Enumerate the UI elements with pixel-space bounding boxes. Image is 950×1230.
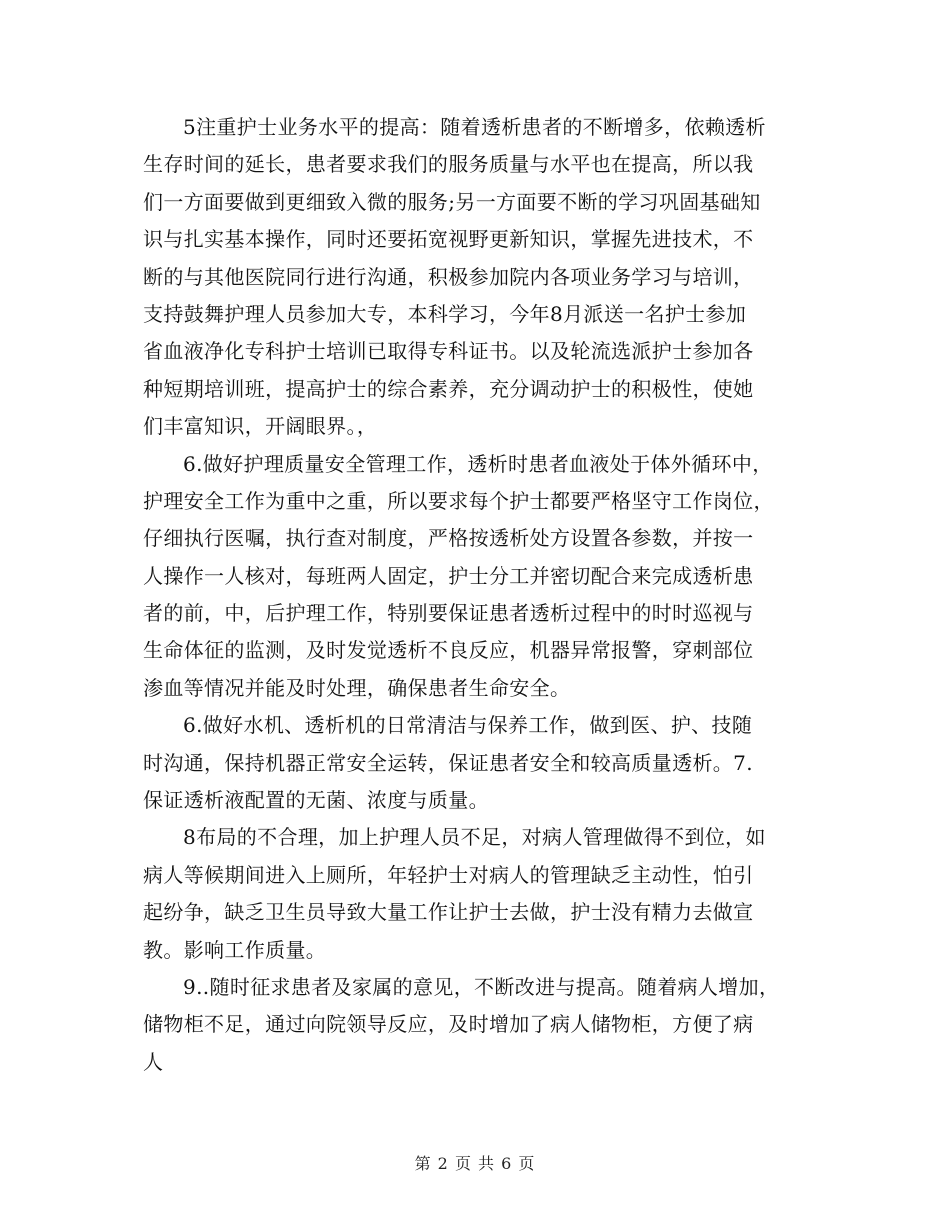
text-line: 时沟通，保持机器正常安全运转，保证患者安全和较高质量透析。7. [143,750,753,775]
page-number-label: 第 2 页 共 6 页 [414,1154,536,1173]
text-line: 渗血等情况并能及时处理，确保患者生命安全。 [143,675,571,700]
text-line: 种短期培训班，提高护士的综合素养，充分调动护士的积极性，使她 [143,376,754,401]
text-line: 省血液净化专科护士培训已取得专科证书。以及轮流选派护士参加各 [143,339,754,364]
document-body [143,109,823,1081]
text-line: 6.做好水机、透析机的日常清洁与保养工作，做到医、护、技随 [183,713,753,738]
text-line: 断的与其他医院同行进行沟通，积极参加院内各项业务学习与培训， [143,264,754,289]
text-line: 储物柜不足，通过向院领导反应，及时增加了病人储物柜，方便了病 [143,1012,754,1037]
text-line: 人 [143,1049,164,1074]
text-line: 9..随时征求患者及家属的意见，不断改进与提高。随着病人增加， [183,974,780,999]
text-line: 人操作一人核对，每班两人固定，护士分工并密切配合来完成透析患 [143,563,754,588]
text-line: 6.做好护理质量安全管理工作，透析时患者血液处于体外循环中， [183,451,773,476]
text-line: 8布局的不合理，加上护理人员不足，对病人管理做得不到位，如 [183,825,766,850]
text-line: 生命体征的监测，及时发觉透析不良反应，机器异常报警，穿刺部位 [143,638,754,663]
text-line: 识与扎实基本操作，同时还要拓宽视野更新知识，掌握先进技术，不 [143,227,754,252]
text-line: 保证透析液配置的无菌、浓度与质量。 [143,788,489,813]
text-line: 们一方面要做到更细致入微的服务;另一方面要不断的学习巩固基础知 [143,189,761,214]
text-line: 护理安全工作为重中之重，所以要求每个护士都要严格坚守工作岗位， [143,488,774,513]
text-line: 支持鼓舞护理人员参加大专，本科学习，今年8月派送一名护士参加 [143,301,747,326]
page-footer [0,1154,950,1174]
text-line: 们丰富知识，开阔眼界。， [143,414,378,439]
text-line: 生存时间的延长，患者要求我们的服务质量与水平也在提高，所以我 [143,152,754,177]
text-line: 教。影响工作质量。 [143,937,327,962]
text-line: 仔细执行医嘱，执行查对制度，严格按透析处方设置各参数，并按一 [143,526,754,551]
text-line: 者的前，中，后护理工作，特别要保证患者透析过程中的时时巡视与 [143,601,754,626]
text-line: 5注重护士业务水平的提高：随着透析患者的不断增多，依赖透析 [183,115,766,139]
text-line: 病人等候期间进入上厕所，年轻护士对病人的管理缺乏主动性，怕引 [143,862,754,887]
text-line: 起纷争，缺乏卫生员导致大量工作让护士去做，护士没有精力去做宣 [143,900,754,925]
